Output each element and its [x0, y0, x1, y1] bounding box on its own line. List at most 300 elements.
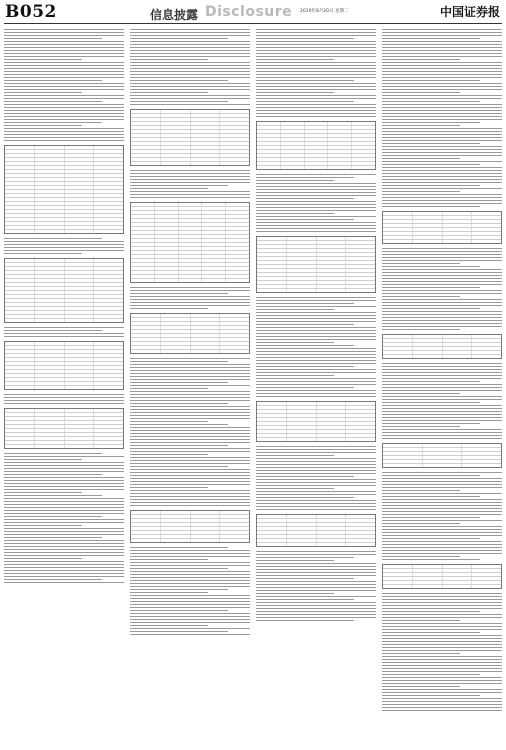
- data-table: [256, 401, 376, 442]
- table-cell: [161, 334, 191, 337]
- table-cell: [346, 289, 375, 292]
- header-rule: [4, 23, 502, 24]
- table-cell: [287, 261, 317, 264]
- table-cell: [35, 230, 65, 233]
- text-line: [256, 300, 376, 301]
- text-line: [382, 402, 480, 403]
- table-cell: [155, 219, 179, 222]
- text-line: [4, 134, 124, 135]
- table-cell: [94, 445, 123, 448]
- table-cell: [257, 261, 287, 264]
- table-cell: [94, 386, 123, 389]
- table-cell: [257, 414, 287, 417]
- text-line: [382, 251, 502, 252]
- table-cell: [5, 307, 35, 310]
- table-cell: [94, 378, 123, 381]
- text-line: [4, 137, 124, 138]
- text-line: [130, 610, 228, 611]
- text-line: [382, 605, 502, 606]
- text-line: [4, 465, 124, 466]
- text-line: [4, 403, 124, 404]
- text-line: [382, 593, 502, 594]
- table-cell: [161, 146, 191, 149]
- table-cell: [94, 346, 123, 349]
- table-row: [5, 230, 123, 233]
- text-line: [382, 116, 502, 117]
- table-cell: [383, 460, 423, 463]
- text-line: [130, 191, 250, 192]
- text-line: [130, 95, 250, 96]
- text-line: [256, 387, 354, 388]
- text-line: [382, 544, 502, 545]
- text-line: [382, 158, 460, 159]
- table-cell: [220, 162, 249, 165]
- table-cell: [94, 358, 123, 361]
- table-cell: [65, 259, 95, 262]
- table-row: [257, 438, 375, 441]
- table-cell: [202, 215, 226, 218]
- text-line: [382, 707, 502, 708]
- table-cell: [346, 285, 375, 288]
- text-line: [382, 296, 460, 297]
- text-line: [256, 177, 354, 178]
- table-row: [383, 355, 501, 358]
- text-line: [256, 216, 376, 217]
- text-line: [382, 514, 502, 515]
- text-line: [256, 458, 376, 459]
- table-cell: [35, 437, 65, 440]
- table-cell: [257, 281, 287, 284]
- table-cell: [352, 138, 375, 141]
- table-cell: [346, 519, 375, 522]
- table-cell: [131, 162, 161, 165]
- table-cell: [305, 122, 329, 125]
- data-table: [130, 313, 250, 354]
- table-cell: [472, 240, 501, 243]
- text-line: [4, 53, 124, 54]
- table-cell: [220, 350, 249, 353]
- text-line: [130, 496, 250, 497]
- table-cell: [220, 519, 249, 522]
- table-cell: [462, 444, 501, 447]
- data-table: [4, 408, 124, 449]
- table-cell: [472, 212, 501, 215]
- text-line: [4, 501, 124, 502]
- table-cell: [317, 414, 347, 417]
- table-cell: [257, 519, 287, 522]
- table-cell: [94, 295, 123, 298]
- table-cell: [65, 150, 95, 153]
- text-line: [256, 315, 376, 316]
- text-line: [130, 622, 250, 623]
- text-line: [382, 490, 460, 491]
- table-cell: [191, 114, 221, 117]
- table-cell: [281, 122, 305, 125]
- text-line: [4, 247, 124, 248]
- table-cell: [191, 326, 221, 329]
- text-line: [382, 29, 502, 30]
- text-line: [130, 409, 250, 410]
- table-cell: [472, 232, 501, 235]
- table-cell: [202, 235, 226, 238]
- table-cell: [305, 130, 329, 133]
- table-cell: [191, 118, 221, 121]
- table-cell: [131, 346, 161, 349]
- table-cell: [346, 241, 375, 244]
- table-cell: [5, 170, 35, 173]
- table-cell: [202, 279, 226, 282]
- data-table: [130, 109, 250, 166]
- text-line: [256, 77, 376, 78]
- table-cell: [191, 531, 221, 534]
- text-line: [382, 179, 502, 180]
- table-cell: [191, 523, 221, 526]
- table-cell: [413, 565, 443, 568]
- table-cell: [161, 138, 191, 141]
- table-cell: [5, 263, 35, 266]
- text-line: [130, 400, 250, 401]
- text-line: [256, 390, 376, 391]
- text-line: [130, 427, 250, 428]
- table-cell: [65, 190, 95, 193]
- text-line: [4, 86, 124, 87]
- table-cell: [161, 350, 191, 353]
- table-cell: [65, 158, 95, 161]
- table-cell: [131, 126, 161, 129]
- table-cell: [65, 170, 95, 173]
- text-line: [256, 186, 376, 187]
- table-row: [5, 386, 123, 389]
- text-line: [256, 551, 376, 552]
- table-cell: [161, 519, 191, 522]
- table-cell: [65, 311, 95, 314]
- table-cell: [383, 355, 413, 358]
- text-line: [4, 525, 82, 526]
- table-cell: [5, 315, 35, 318]
- text-line: [382, 80, 480, 81]
- table-cell: [65, 210, 95, 213]
- table-cell: [305, 162, 329, 165]
- text-line: [382, 134, 502, 135]
- text-line: [130, 442, 250, 443]
- table-cell: [131, 150, 161, 153]
- text-line: [4, 59, 82, 60]
- text-line: [256, 596, 376, 597]
- text-line: [382, 269, 502, 270]
- text-line: [256, 189, 376, 190]
- text-line: [382, 203, 502, 204]
- table-cell: [161, 523, 191, 526]
- text-line: [382, 71, 502, 72]
- text-line: [130, 89, 250, 90]
- text-line: [382, 62, 502, 63]
- table-cell: [226, 211, 249, 214]
- text-line: [382, 411, 502, 412]
- table-cell: [472, 585, 501, 588]
- text-line: [4, 32, 124, 33]
- text-line: [4, 516, 102, 517]
- text-line: [130, 550, 250, 551]
- table-row: [257, 543, 375, 546]
- table-cell: [5, 202, 35, 205]
- table-cell: [179, 275, 203, 278]
- text-line: [382, 608, 502, 609]
- text-line: [382, 38, 480, 39]
- text-line: [382, 535, 502, 536]
- text-line: [130, 361, 228, 362]
- table-cell: [191, 334, 221, 337]
- text-line: [256, 74, 376, 75]
- table-cell: [287, 257, 317, 260]
- table-cell: [131, 203, 155, 206]
- table-cell: [317, 515, 347, 518]
- table-cell: [35, 354, 65, 357]
- table-cell: [346, 245, 375, 248]
- text-line: [4, 540, 124, 541]
- table-cell: [65, 146, 95, 149]
- table-cell: [94, 382, 123, 385]
- table-cell: [472, 339, 501, 342]
- table-row: [131, 279, 249, 282]
- table-cell: [287, 281, 317, 284]
- text-line: [4, 47, 124, 48]
- data-table: [4, 258, 124, 323]
- table-cell: [65, 421, 95, 424]
- table-cell: [94, 263, 123, 266]
- table-cell: [35, 150, 65, 153]
- text-line: [4, 504, 124, 505]
- table-cell: [5, 433, 35, 436]
- text-line: [382, 695, 480, 696]
- table-cell: [5, 210, 35, 213]
- table-cell: [161, 318, 191, 321]
- text-line: [382, 414, 502, 415]
- table-cell: [35, 226, 65, 229]
- text-line: [4, 244, 124, 245]
- text-line: [382, 596, 502, 597]
- table-cell: [35, 206, 65, 209]
- table-cell: [65, 218, 95, 221]
- table-cell: [346, 434, 375, 437]
- table-cell: [220, 330, 249, 333]
- table-cell: [287, 245, 317, 248]
- table-cell: [287, 273, 317, 276]
- table-cell: [346, 253, 375, 256]
- table-cell: [317, 257, 347, 260]
- text-line: [4, 110, 124, 111]
- table-cell: [257, 289, 287, 292]
- text-line: [256, 213, 334, 214]
- table-cell: [155, 211, 179, 214]
- table-cell: [35, 186, 65, 189]
- text-line: [382, 650, 502, 651]
- table-cell: [131, 318, 161, 321]
- text-line: [4, 531, 124, 532]
- table-cell: [346, 438, 375, 441]
- table-cell: [443, 343, 473, 346]
- table-cell: [383, 228, 413, 231]
- text-line: [4, 561, 124, 562]
- text-line: [382, 432, 502, 433]
- table-cell: [179, 259, 203, 262]
- table-cell: [317, 438, 347, 441]
- text-line: [4, 576, 124, 577]
- table-cell: [317, 265, 347, 268]
- text-line: [256, 608, 376, 609]
- table-cell: [352, 166, 375, 169]
- table-cell: [131, 227, 155, 230]
- section-title-cn: 信息披露: [150, 8, 199, 22]
- text-line: [4, 495, 102, 496]
- table-cell: [5, 291, 35, 294]
- table-cell: [94, 350, 123, 353]
- table-cell: [352, 134, 375, 137]
- text-line: [4, 92, 82, 93]
- table-cell: [257, 265, 287, 268]
- table-cell: [257, 438, 287, 441]
- text-line: [130, 604, 250, 605]
- table-cell: [94, 437, 123, 440]
- table-cell: [472, 343, 501, 346]
- table-cell: [202, 207, 226, 210]
- text-line: [256, 354, 376, 355]
- table-cell: [287, 515, 317, 518]
- text-line: [382, 532, 502, 533]
- table-cell: [131, 211, 155, 214]
- text-line: [4, 238, 102, 239]
- text-line: [4, 65, 124, 66]
- table-cell: [346, 261, 375, 264]
- text-line: [256, 192, 376, 193]
- table-cell: [35, 311, 65, 314]
- table-cell: [413, 343, 443, 346]
- text-line: [382, 614, 502, 615]
- text-line: [130, 553, 250, 554]
- table-cell: [5, 378, 35, 381]
- text-line: [130, 80, 228, 81]
- table-cell: [5, 358, 35, 361]
- table-cell: [161, 511, 191, 514]
- text-line: [382, 125, 460, 126]
- text-line: [382, 553, 502, 554]
- text-line: [4, 44, 124, 45]
- table-cell: [287, 422, 317, 425]
- table-cell: [443, 569, 473, 572]
- table-cell: [257, 273, 287, 276]
- table-cell: [5, 194, 35, 197]
- table-cell: [94, 202, 123, 205]
- table-cell: [462, 464, 501, 467]
- table-cell: [179, 227, 203, 230]
- table-cell: [35, 303, 65, 306]
- table-cell: [352, 126, 375, 129]
- text-line: [382, 314, 502, 315]
- table-cell: [131, 251, 155, 254]
- table-cell: [5, 354, 35, 357]
- table-cell: [226, 203, 249, 206]
- table-cell: [346, 249, 375, 252]
- column-1: [4, 27, 124, 743]
- table-cell: [281, 138, 305, 141]
- text-line: [130, 83, 250, 84]
- table-cell: [202, 259, 226, 262]
- table-cell: [423, 460, 463, 463]
- text-line: [256, 494, 376, 495]
- table-cell: [257, 138, 281, 141]
- text-line: [130, 296, 250, 297]
- table-cell: [65, 166, 95, 169]
- table-cell: [179, 231, 203, 234]
- table-cell: [131, 110, 161, 113]
- text-line: [130, 460, 250, 461]
- table-cell: [443, 355, 473, 358]
- text-line: [4, 397, 124, 398]
- table-cell: [317, 261, 347, 264]
- text-line: [4, 74, 124, 75]
- table-cell: [179, 263, 203, 266]
- text-line: [130, 478, 250, 479]
- table-cell: [35, 178, 65, 181]
- table-cell: [287, 426, 317, 429]
- text-line: [130, 290, 250, 291]
- table-cell: [94, 230, 123, 233]
- table-cell: [287, 535, 317, 538]
- text-line: [256, 180, 334, 181]
- text-line: [4, 95, 124, 96]
- table-cell: [155, 279, 179, 282]
- table-cell: [383, 236, 413, 239]
- text-line: [130, 305, 250, 306]
- table-cell: [413, 581, 443, 584]
- text-line: [256, 225, 376, 226]
- text-line: [382, 429, 502, 430]
- table-cell: [155, 255, 179, 258]
- table-cell: [317, 402, 347, 405]
- table-cell: [94, 319, 123, 322]
- text-line: [4, 462, 124, 463]
- table-cell: [35, 283, 65, 286]
- data-table: [256, 236, 376, 293]
- table-cell: [305, 134, 329, 137]
- text-line: [130, 454, 208, 455]
- table-cell: [443, 224, 473, 227]
- text-line: [256, 372, 376, 373]
- table-cell: [65, 362, 95, 365]
- table-cell: [346, 527, 375, 530]
- table-cell: [35, 382, 65, 385]
- table-cell: [131, 154, 161, 157]
- text-line: [130, 502, 250, 503]
- table-cell: [65, 374, 95, 377]
- text-line: [256, 461, 376, 462]
- text-line: [382, 475, 480, 476]
- table-cell: [5, 382, 35, 385]
- text-line: [4, 128, 124, 129]
- table-cell: [94, 279, 123, 282]
- table-cell: [35, 210, 65, 213]
- table-cell: [35, 417, 65, 420]
- table-cell: [35, 218, 65, 221]
- text-line: [382, 644, 502, 645]
- text-line: [256, 503, 376, 504]
- text-line: [382, 83, 502, 84]
- text-line: [382, 677, 502, 678]
- table-row: [131, 539, 249, 542]
- text-line: [256, 369, 376, 370]
- text-line: [256, 219, 354, 220]
- table-cell: [287, 531, 317, 534]
- text-line: [4, 400, 124, 401]
